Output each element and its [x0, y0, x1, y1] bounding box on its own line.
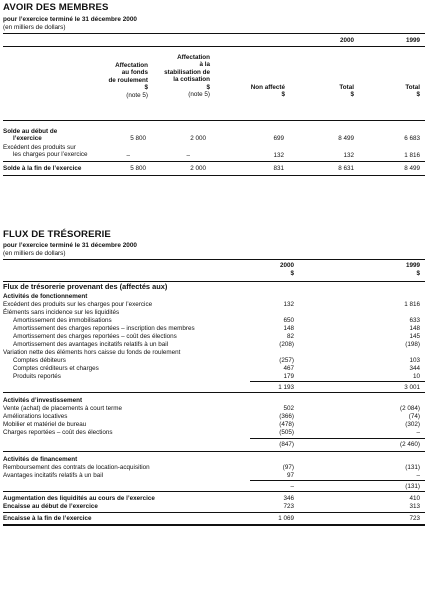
flux-year-2000: 2000 [279, 262, 294, 269]
flux-row-label: Mobilier et matériel de bureau [3, 421, 87, 428]
avoir-row-fin: Solde à la fin de l’exercice [3, 165, 82, 172]
avoir-cell: 8 499 [338, 135, 354, 142]
avoir-cell: 5 800 [130, 135, 146, 142]
avoir-row-label: Excédent des produits sur [3, 144, 76, 151]
avoir-cell: 1 816 [404, 152, 420, 159]
flux-value-2000: 1 193 [278, 384, 294, 391]
flux-value-1999: 633 [409, 317, 420, 324]
flux-value-2000: (478) [279, 421, 294, 428]
avoir-year-2000: 2000 [339, 37, 354, 44]
flux-value-2000: 179 [283, 373, 294, 380]
flux-value-2000: (847) [279, 441, 294, 448]
flux-row-label: Comptes débiteurs [13, 357, 66, 364]
flux-rule [250, 480, 425, 481]
flux-row [0, 357, 428, 365]
flux-value-1999: (2 084) [400, 405, 420, 412]
flux-value-2000: 502 [283, 405, 294, 412]
avoir-cell: 831 [273, 165, 284, 172]
flux-value-2000: 467 [283, 365, 294, 372]
flux-row [0, 421, 428, 429]
flux-value-1999: (302) [405, 421, 420, 428]
flux-value-2000: 723 [283, 503, 294, 510]
avoir-cell: 8 499 [404, 165, 420, 172]
flux-rule [3, 524, 425, 526]
avoir-col1-line: au fonds [121, 69, 148, 77]
flux-value-2000: 97 [286, 472, 294, 479]
avoir-subtitle: pour l’exercice terminé le 31 décembre 2000 [3, 16, 137, 23]
flux-row-label: Excédent des produits sur les charges pour l’exercice [3, 301, 153, 308]
flux-rule [3, 392, 425, 393]
flux-rule [3, 451, 425, 452]
avoir-col2-line: la cotisation [173, 76, 210, 84]
avoir-col-stabilisation [150, 54, 210, 98]
avoir-col1-line: de roulement [108, 76, 148, 84]
flux-units: (en milliers de dollars) [3, 250, 66, 257]
flux-row [0, 293, 428, 301]
flux-value-1999: – [416, 429, 420, 436]
avoir-row-debut [3, 128, 57, 143]
flux-row-label: Produits reportés [13, 373, 61, 380]
flux-value-1999: 410 [409, 495, 420, 502]
flux-value-1999: 1 816 [404, 301, 420, 308]
flux-value-2000: (208) [279, 341, 294, 348]
flux-value-1999: – [416, 472, 420, 479]
flux-row [0, 456, 428, 464]
flux-row-label: Amortissement des charges reportées – inscription des membres [13, 325, 195, 332]
flux-value-1999: 344 [409, 365, 420, 372]
flux-value-2000: (97) [282, 464, 294, 471]
avoir-col5-line: $ [416, 91, 420, 99]
flux-row-label: Vente (achat) de placements à court terme [3, 405, 123, 412]
flux-row-label: Activités d’investissement [3, 397, 83, 404]
flux-row [0, 515, 428, 523]
flux-title: FLUX DE TRÉSORERIE [3, 229, 111, 240]
flux-row-label: Variation nette des éléments hors caisse du fonds de roulement [3, 349, 181, 356]
flux-top-rule [3, 259, 425, 260]
flux-value-2000: 132 [283, 301, 294, 308]
avoir-col4-line: Total [339, 84, 354, 91]
flux-value-1999: (74) [408, 413, 420, 420]
flux-rule [3, 512, 425, 513]
flux-value-2000: – [290, 483, 294, 490]
flux-value-1999: 3 001 [404, 384, 420, 391]
flux-row-label: Augmentation des liquidités au cours de l’exercice [3, 495, 155, 502]
flux-value-2000: 148 [283, 325, 294, 332]
flux-row [0, 405, 428, 413]
flux-row [0, 325, 428, 333]
flux-row [0, 349, 428, 357]
flux-value-1999: 148 [409, 325, 420, 332]
avoir-col-total-2000 [320, 84, 354, 99]
avoir-col2-line: $ [206, 83, 210, 91]
avoir-cell: 699 [273, 135, 284, 142]
flux-row [0, 429, 428, 437]
flux-row [0, 464, 428, 472]
flux-row-label: Éléments sans incidence sur les liquidités [3, 309, 120, 316]
flux-row [0, 472, 428, 480]
flux-row-label: Avantages incitatifs relatifs à un bail [3, 472, 103, 479]
flux-row [0, 495, 428, 503]
avoir-col4-line: $ [350, 91, 354, 99]
flux-value-1999: 10 [412, 373, 420, 380]
flux-rule [3, 281, 425, 282]
avoir-col1-line: Affectation [115, 62, 148, 69]
flux-rule [250, 381, 425, 382]
flux-row [0, 397, 428, 405]
avoir-col-total-1999 [385, 84, 420, 99]
avoir-row-label: l’exercice [13, 135, 42, 143]
flux-row [0, 503, 428, 511]
avoir-row-label: les charges pour l’exercice [13, 151, 88, 159]
flux-row [0, 283, 428, 291]
avoir-col1-line: (note 5) [126, 91, 148, 99]
avoir-top-rule [3, 33, 425, 34]
flux-subtitle: pour l’exercice terminé le 31 décembre 2000 [3, 242, 137, 249]
avoir-row-excedent [3, 144, 88, 159]
avoir-col3-line: $ [281, 91, 285, 99]
flux-value-1999: (131) [405, 464, 420, 471]
flux-value-1999: (2 460) [400, 441, 420, 448]
flux-row-label: Activités de financement [3, 456, 78, 463]
avoir-sum-rule [3, 161, 425, 162]
flux-value-1999: 313 [409, 503, 420, 510]
flux-value-1999: 723 [409, 515, 420, 522]
avoir-cell: 6 683 [404, 135, 420, 142]
flux-row-label: Activités de fonctionnement [3, 293, 88, 300]
flux-row [0, 341, 428, 349]
flux-row-label: Améliorations locatives [3, 413, 68, 420]
avoir-col-fonds-roulement [70, 62, 148, 99]
avoir-col3-line: Non affecté [250, 84, 285, 91]
flux-value-1999: (131) [405, 483, 420, 490]
flux-row-label: Flux de trésorerie provenant des (affectés aux) [3, 282, 168, 291]
flux-value-2000: 82 [286, 333, 294, 340]
flux-row [0, 441, 428, 449]
avoir-cell: 132 [343, 152, 354, 159]
flux-row-label: Amortissement des avantages incitatifs relatifs à un bail [13, 341, 169, 348]
flux-rule [250, 438, 425, 439]
flux-value-2000: (257) [279, 357, 294, 364]
flux-year-1999: 1999 [405, 262, 420, 269]
flux-row [0, 333, 428, 341]
avoir-cell: 2 000 [190, 135, 206, 142]
flux-value-2000: 346 [283, 495, 294, 502]
flux-row-label: Encaisse à la fin de l’exercice [3, 515, 92, 522]
avoir-year-1999: 1999 [405, 37, 420, 44]
flux-row [0, 483, 428, 491]
avoir-title: AVOIR DES MEMBRES [3, 2, 109, 13]
flux-row [0, 301, 428, 309]
avoir-units: (en milliers de dollars) [3, 24, 66, 31]
flux-row-label: Encaisse au début de l’exercice [3, 503, 98, 510]
avoir-col2-line: Affectation [177, 54, 210, 61]
flux-value-1999: (198) [405, 341, 420, 348]
flux-value-1999: 103 [409, 357, 420, 364]
flux-row [0, 384, 428, 392]
flux-value-2000: (505) [279, 429, 294, 436]
flux-row [0, 365, 428, 373]
flux-row-label: Charges reportées – coût des élections [3, 429, 113, 436]
avoir-col2-line: (note 5) [188, 91, 210, 99]
flux-value-2000: 650 [283, 317, 294, 324]
flux-row-label: Amortissement des immobilisations [13, 317, 112, 324]
avoir-col2-line: stabilisation de [164, 68, 210, 76]
flux-row [0, 413, 428, 421]
flux-currency-2000: $ [290, 270, 294, 277]
avoir-col-non-affecte [230, 84, 285, 99]
flux-row-label: Amortissement des charges reportées – coût des élections [13, 333, 177, 340]
avoir-header-rule [3, 120, 425, 121]
flux-row [0, 373, 428, 381]
avoir-year-rule [3, 46, 425, 47]
avoir-col2-line: à la [199, 61, 210, 69]
flux-value-2000: (366) [279, 413, 294, 420]
avoir-col1-line: $ [144, 84, 148, 92]
avoir-bottom-rule [3, 175, 425, 176]
flux-row [0, 309, 428, 317]
flux-rule [3, 491, 425, 492]
avoir-cell: 5 800 [130, 165, 146, 172]
avoir-cell: 2 000 [190, 165, 206, 172]
avoir-row-label: Solde au début de [3, 128, 58, 135]
flux-value-1999: 145 [409, 333, 420, 340]
avoir-cell: 132 [273, 152, 284, 159]
avoir-cell: – [186, 152, 190, 159]
flux-currency-1999: $ [416, 270, 420, 277]
flux-row-label: Comptes créditeurs et charges [13, 365, 99, 372]
avoir-cell: 8 631 [338, 165, 354, 172]
avoir-cell: – [126, 152, 130, 159]
flux-row-label: Remboursement des contrats de location-acquisition [3, 464, 150, 471]
avoir-col5-line: Total [405, 84, 420, 91]
flux-value-2000: 1 069 [278, 515, 294, 522]
flux-row [0, 317, 428, 325]
